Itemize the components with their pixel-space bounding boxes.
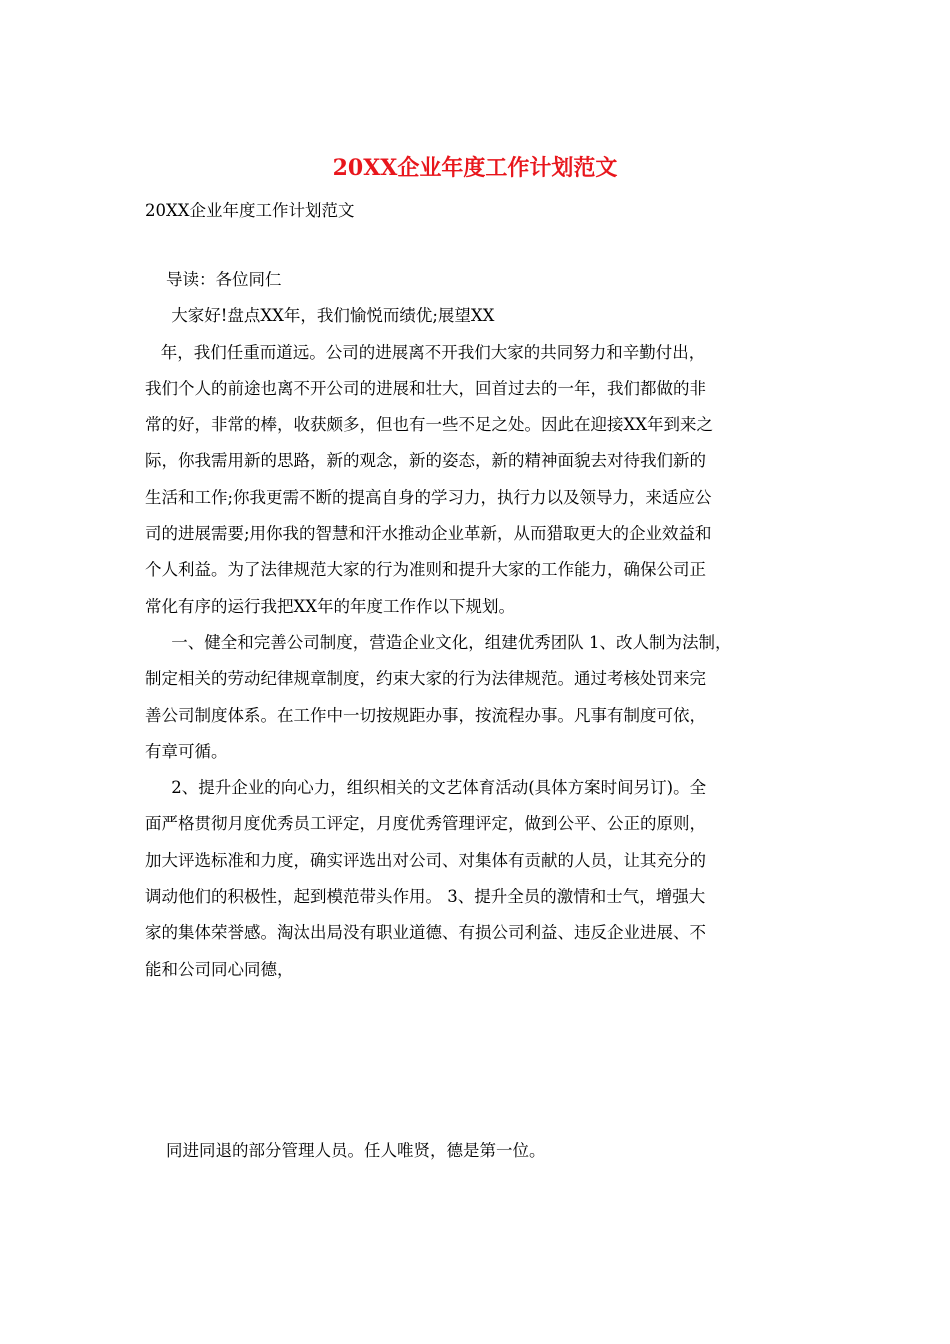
body-line: 常化有序的运行我把XX年的年度工作作以下规划。 xyxy=(145,596,515,616)
document-subtitle: 20XX企业年度工作计划范文 xyxy=(145,201,355,220)
body-line: 导读：各位同仁 xyxy=(145,270,282,289)
body-line: 加大评选标准和力度，确实评选出对公司、对集体有贡献的人员，让其充分的 xyxy=(145,850,706,870)
body-line: 际，你我需用新的思路，新的观念，新的姿态，新的精神面貌去对待我们新的 xyxy=(145,451,706,471)
body-line: 面严格贯彻月度优秀员工评定，月度优秀管理评定，做到公平、公正的原则， xyxy=(145,814,706,834)
body-line: 常的好，非常的棒，收获颇多，但也有一些不足之处。因此在迎接XX年到来之 xyxy=(145,415,713,435)
document-body xyxy=(145,262,825,988)
body-line: 善公司制度体系。在工作中一切按规距办事，按流程办事。凡事有制度可依， xyxy=(145,705,706,725)
body-line: 司的进展需要;用你我的智慧和汗水推动企业革新，从而猎取更大的企业效益和 xyxy=(145,524,712,544)
body-line: 个人利益。为了法律规范大家的行为准则和提升大家的工作能力，确保公司正 xyxy=(145,560,706,580)
body-line: 生活和工作;你我更需不断的提高自身的学习力，执行力以及领导力，来适应公 xyxy=(145,487,712,507)
body-line: 年，我们任重而道远。公司的进展离不开我们大家的共同努力和辛勤付出， xyxy=(145,342,706,362)
body-line: 大家好!盘点XX年，我们愉悦而绩优;展望XX xyxy=(145,306,495,326)
body-line: 制定相关的劳动纪律规章制度，约束大家的行为法律规范。通过考核处罚来完 xyxy=(145,669,706,689)
document-tail-line: 同进同退的部分管理人员。任人唯贤，德是第一位。 xyxy=(145,1141,546,1160)
body-line: 2、提升企业的向心力，组织相关的文艺体育活动(具体方案时间另订)。全 xyxy=(145,778,707,798)
body-line: 能和公司同心同德， xyxy=(145,959,294,979)
body-line: 我们个人的前途也离不开公司的进展和壮大，回首过去的一年，我们都做的非 xyxy=(145,378,706,398)
body-line: 调动他们的积极性，起到模范带头作用。 3、提升全员的激情和士气，增强大 xyxy=(145,887,706,907)
body-line: 一、健全和完善公司制度，营造企业文化，组建优秀团队 1、改人制为法制， xyxy=(145,632,732,652)
body-line: 家的集体荣誉感。淘汰出局没有职业道德、有损公司利益、违反企业进展、不 xyxy=(145,923,706,943)
body-line: 有章可循。 xyxy=(145,741,228,761)
document-title: 20XX企业年度工作计划范文 xyxy=(332,155,618,181)
